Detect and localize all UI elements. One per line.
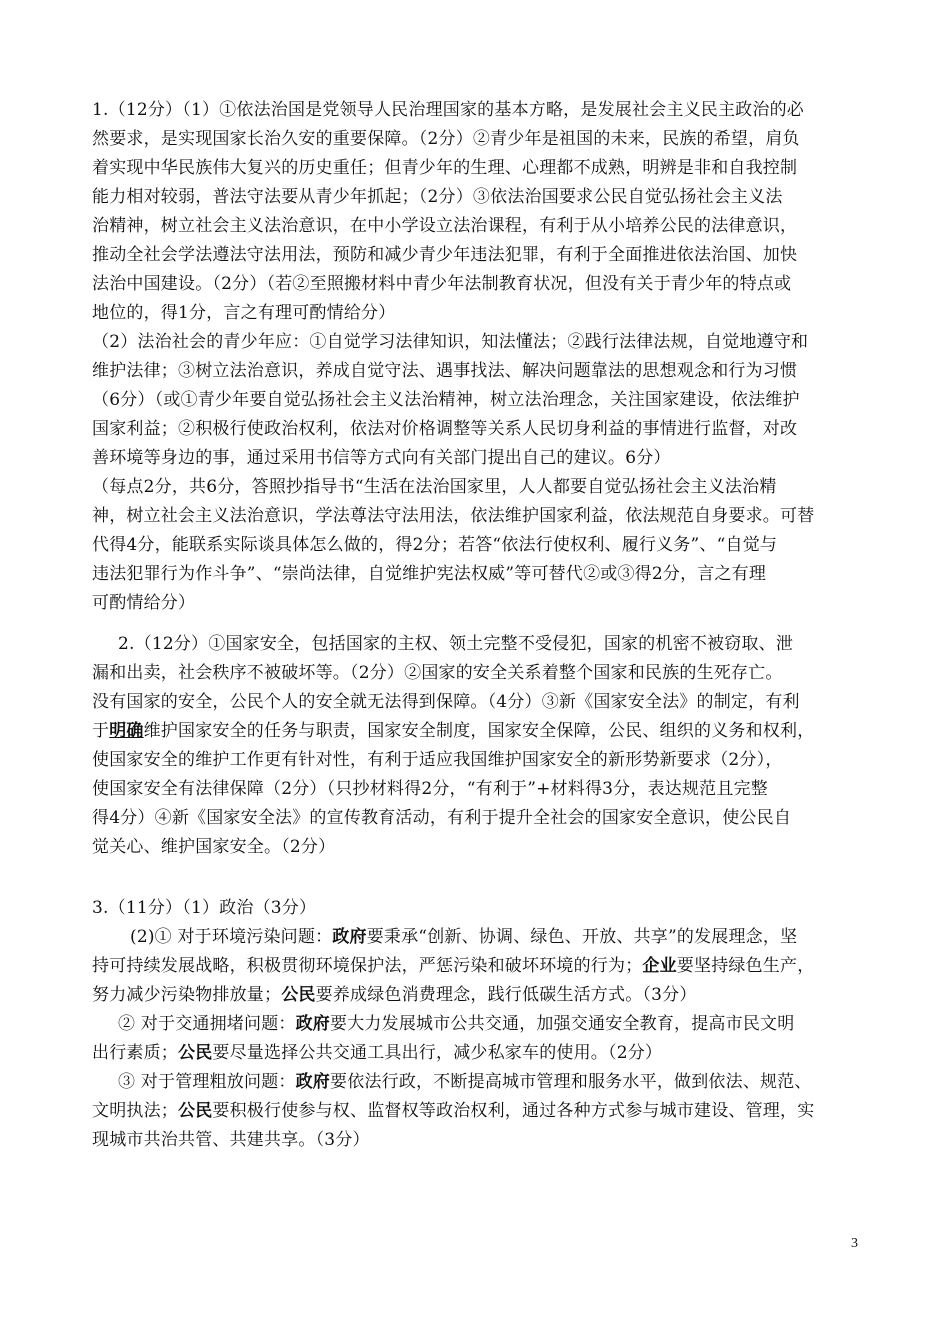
answer-3-line <box>92 1010 864 1039</box>
text-run: 要尽量选择公共交通工具出行，减少私家车的使用。（2分） <box>212 1043 663 1063</box>
answer-2-line: 得4分）④新《国家安全法》的宣传教育活动，有利于提升全社会的国家安全意识，使公民自 <box>92 808 792 828</box>
text-run: 要秉承“创新、协调、绿色、开放、共享”的发展理念，坚 <box>366 927 798 947</box>
answer-1-line: 国家利益；②积极行使政治权利，依法对价格调整等关系人民切身利益的事情进行监督，对改 <box>92 419 798 439</box>
answer-1-line: 治精神，树立社会主义法治意识，在中小学设立法治课程，有利于从小培养公民的法律意识， <box>92 216 798 236</box>
text-run: 努力减少污染物排放量； <box>92 985 282 1005</box>
emphasis-text: 政府 <box>295 1014 331 1034</box>
text-run: ② 对于交通拥堵问题： <box>118 1014 296 1034</box>
text-run: 于 <box>92 721 110 741</box>
answer-3-line <box>92 1068 864 1097</box>
answer-1-line: 违法犯罪行为作斗争”、“崇尚法律，自觉维护宪法权威”等可替代②或③得2分，言之有理 <box>92 564 767 584</box>
answer-1-line: 1.（12分）（1）①依法治国是党领导人民治理国家的基本方略，是发展社会主义民主政治的必 <box>92 100 804 120</box>
emphasis-text: 公民 <box>178 1043 213 1063</box>
text-run: 持可持续发展战略，积极贯彻环境保护法，严惩污染和破坏环境的行为； <box>92 956 643 976</box>
text-run: 要大力发展城市公共交通，加强交通安全教育，提高市民文明 <box>330 1014 795 1034</box>
answer-3-line <box>92 952 864 981</box>
answer-1-line: 法治中国建设。（2分）（若②至照搬材料中青少年法制教育状况，但没有关于青少年的特点或 <box>92 274 792 294</box>
page-number: 3 <box>851 1236 858 1251</box>
emphasis-text: 企业 <box>642 956 677 976</box>
emphasis-text: 明确 <box>109 721 144 741</box>
text-run: 要积极行使参与权、监督权等政治权利，通过各种方式参与城市建设、管理，实 <box>212 1101 815 1121</box>
text-run: 文明执法； <box>92 1101 178 1121</box>
answer-1-line: 可酌情给分） <box>92 593 196 613</box>
answer-2-line: 觉关心、维护国家安全。（2分） <box>92 837 336 857</box>
answer-3-line <box>92 923 864 952</box>
text-run: 要依法行政，不断提高城市管理和服务水平，做到依法、规范、 <box>330 1072 812 1092</box>
answer-2-line: 使国家安全有法律保障（2分）（只抄材料得2分，“有利于”+材料得3分，表达规范且完整 <box>92 779 768 799</box>
answer-2-line: 使国家安全的维护工作更有针对性，有利于适应我国维护国家安全的新形势新要求（2分）， <box>92 750 783 770</box>
text-run: 要养成绿色消费理念，践行低碳生活方式。（3分） <box>315 985 697 1005</box>
answer-3-line <box>92 1039 864 1068</box>
answer-1-line: （每点2分，共6分，答照抄指导书“生活在法治国家里，人人都要自觉弘扬社会主义法治精 <box>92 477 777 497</box>
text-run: 要坚持绿色生产， <box>676 956 815 976</box>
answer-3-line: 现城市共治共管、共建共享。（3分） <box>92 1130 370 1150</box>
emphasis-text: 政府 <box>295 1072 331 1092</box>
answer-1-line: 善环境等身边的事，通过采用书信等方式向有关部门提出自己的建议。6分） <box>92 448 671 468</box>
text-run: (2)① 对于环境污染问题： <box>130 927 333 947</box>
answer-3 <box>92 894 864 1155</box>
answer-1-line: （2）法治社会的青少年应：①自觉学习法律知识，知法懂法；②践行法律法规，自觉地遵守和 <box>92 332 809 352</box>
text-run: 维护国家安全的任务与职责，国家安全制度，国家安全保障，公民、组织的义务和权利， <box>143 721 815 741</box>
answer-1-line: 维护法律；③树立法治意识，养成自觉守法、遇事找法、解决问题靠法的思想观念和行为习惯 <box>92 361 798 381</box>
emphasis-text: 公民 <box>281 985 316 1005</box>
answer-2 <box>92 630 864 862</box>
answer-1-line: 着实现中华民族伟大复兴的历史重任；但青少年的生理、心理都不成熟，明辨是非和自我控制 <box>92 158 798 178</box>
answer-1-line: 地位的，得1分，言之有理可酌情给分） <box>92 303 396 323</box>
answer-3-line <box>92 1097 864 1126</box>
answer-2-line: 没有国家的安全，公民个人的安全就无法得到保障。（4分）③新《国家安全法》的制定，有利 <box>92 692 800 712</box>
answer-1-line: （6分）（或①青少年要自觉弘扬社会主义法治精神，树立法治理念，关注国家建设，依法维护 <box>92 390 800 410</box>
answer-1-line: 能力相对较弱，普法守法要从青少年抓起；（2分）③依法治国要求公民自觉弘扬社会主义法 <box>92 187 783 207</box>
answer-2-line: 漏和出卖，社会秩序不被破坏等。（2分）②国家的安全关系着整个国家和民族的生死存亡。 <box>92 663 783 683</box>
answer-1-line: 推动全社会学法遵法守法用法，预防和减少青少年违法犯罪，有利于全面推进依法治国、加快 <box>92 245 798 265</box>
emphasis-text: 公民 <box>178 1101 213 1121</box>
answer-1-line: 神，树立社会主义法治意识，学法尊法守法用法，依法维护国家利益，依法规范自身要求。可替 <box>92 506 815 526</box>
emphasis-text: 政府 <box>332 927 367 947</box>
answer-1-line: 然要求，是实现国家长治久安的重要保障。（2分）②青少年是祖国的未来，民族的希望，肩负 <box>92 129 800 149</box>
answer-3-line <box>92 981 864 1010</box>
answer-2-line <box>92 717 864 746</box>
answer-1-line: 代得4分，能联系实际谈具体怎么做的，得2分；若答“依法行使权利、履行义务”、“自觉与 <box>92 535 778 555</box>
text-run: 出行素质； <box>92 1043 178 1063</box>
answer-1 <box>92 96 864 618</box>
text-run: ③ 对于管理粗放问题： <box>118 1072 296 1092</box>
answer-3-line: 3.（11分）（1）政治（3分） <box>92 898 317 918</box>
answer-2-line: 2.（12分）①国家安全，包括国家的主权、领土完整不受侵犯，国家的机密不被窃取、泄 <box>118 634 794 654</box>
